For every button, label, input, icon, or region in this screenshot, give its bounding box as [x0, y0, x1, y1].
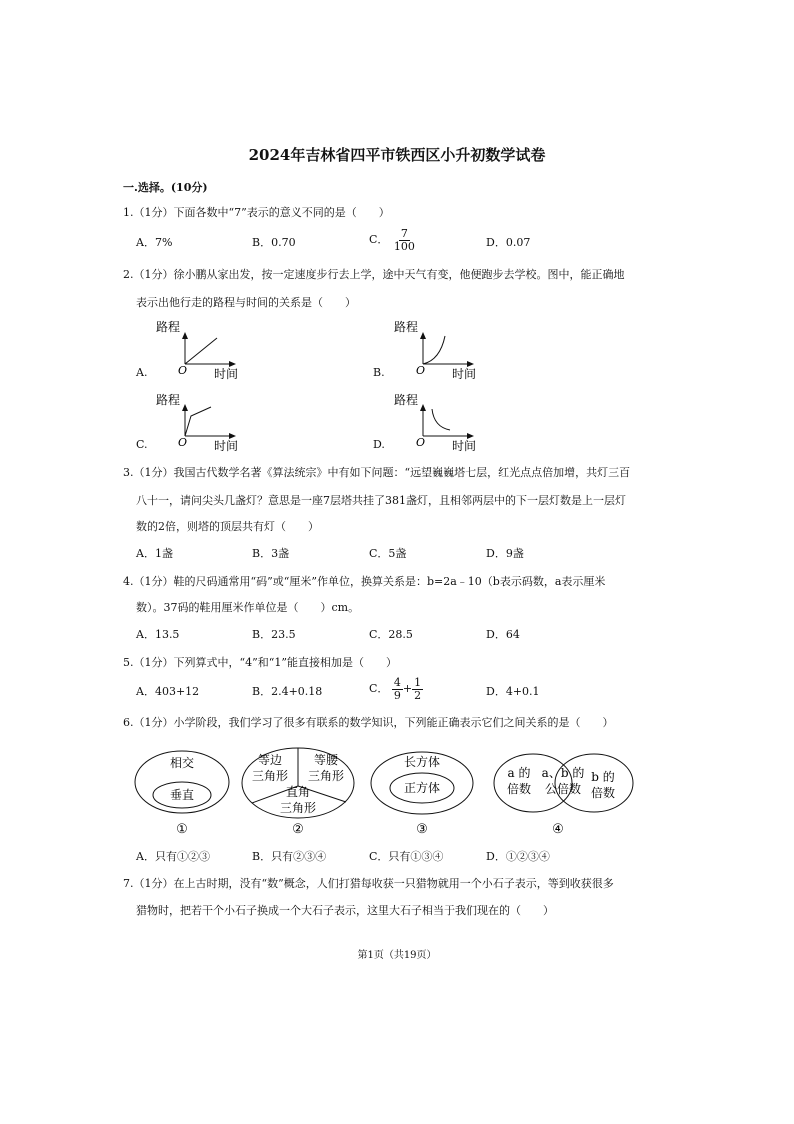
q2-c-ylabel: 路程	[156, 393, 181, 407]
q2-d-ylabel: 路程	[394, 393, 419, 407]
q6-stem: 6.（1分）小学阶段，我们学习了很多有联系的数学知识，下列能正确表示它们之间关系的是（ ）	[123, 716, 614, 729]
q2-b-yarrow	[420, 332, 426, 339]
q3-option-b: B．3盏	[252, 547, 290, 560]
q2-d-curve	[432, 409, 450, 430]
q6-number-3: ③	[416, 822, 428, 837]
q2-line1: 2.（1分）徐小鹏从家出发，按一定速度步行去上学，途中天气有变，他便跑步去学校。图中，能正确地	[123, 268, 625, 281]
q6-d2-b1: 等腰	[313, 753, 339, 767]
q6-option-a: A．只有①②③	[136, 850, 210, 863]
q3-option-a: A．1盏	[136, 547, 173, 560]
q5-fraction-2	[412, 677, 423, 701]
q1-fraction-den: 100	[393, 239, 415, 253]
q7-line1: 7.（1分）在上古时期，没有“数”概念，人们打猎每收获一只猎物就用一个小石子表示，等到收获很多	[123, 877, 614, 890]
q5-fraction-2-num: 1	[414, 676, 422, 689]
page-footer: 第1页（共19页）	[357, 950, 437, 961]
q2-graph-a	[150, 318, 260, 380]
q2-option-c-label: C.	[136, 438, 148, 451]
q2-d-xlabel: 时间	[452, 439, 477, 452]
q2-d-yarrow	[420, 404, 426, 411]
q6-d2-a2: 三角形	[251, 769, 289, 783]
q1-option-c	[369, 228, 417, 252]
q1-fraction-num: 7	[400, 227, 408, 240]
q6-d4-mid-1: a、b 的	[541, 766, 585, 780]
q5-option-c-label: C．	[369, 682, 389, 696]
section-heading: 一.选择。(10分)	[123, 181, 208, 194]
q6-d2-a1: 等边	[257, 753, 283, 767]
q3-line1: 3.（1分）我国古代数学名著《算法统宗》中有如下问题：“远望巍巍塔七层，红光点点倍加增，共灯三百	[123, 466, 631, 479]
q4-line2: 数）。37码的鞋用厘米作单位是（ ）cm。	[136, 601, 360, 614]
q6-diagram-3	[371, 752, 473, 837]
q2-c-origin: O	[178, 436, 188, 449]
q6-d4-left-1: a 的	[507, 766, 531, 780]
q5-fraction-1	[392, 677, 403, 701]
q6-option-c: C．只有①③④	[369, 850, 444, 863]
q6-number-2: ②	[292, 822, 304, 837]
q1-option-d: D．0.07	[486, 236, 531, 249]
q5-fraction-1-num: 4	[393, 676, 401, 689]
q5-fraction-2-den: 2	[414, 688, 422, 702]
q5-option-b: B．2.4+0.18	[252, 685, 323, 698]
q2-c-xlabel: 时间	[214, 439, 239, 452]
q4-option-d: D．64	[486, 628, 520, 641]
q2-graph-c	[150, 390, 260, 452]
q3-line3: 数的2倍，则塔的顶层共有灯（ ）	[136, 520, 319, 533]
q6-d4-right-1: b 的	[591, 770, 615, 784]
q3-option-c: C．5盏	[369, 547, 407, 560]
page-title: 2024年吉林省四平市铁西区小升初数学试卷	[248, 146, 546, 164]
q3-line2: 八十一，请问尖头几盏灯？意思是一座7层塔共挂了381盏灯，且相邻两层中的下一层灯数是上一层灯	[136, 494, 626, 507]
q2-graph-d	[388, 390, 498, 452]
q2-a-curve	[185, 338, 217, 364]
q2-d-origin: O	[416, 436, 426, 449]
q2-line2: 表示出他行走的路程与时间的关系是（ ）	[136, 296, 356, 309]
q6-number-1: ①	[176, 822, 188, 837]
q2-b-origin: O	[416, 364, 426, 377]
q2-c-curve	[185, 407, 211, 436]
q6-diagrams	[0, 742, 794, 842]
q6-d2-c2: 三角形	[279, 801, 317, 815]
q5-option-d: D．4+0.1	[486, 685, 540, 698]
q2-a-origin: O	[178, 364, 188, 377]
q6-d4-right-2: 倍数	[590, 786, 616, 800]
q1-option-a: A．7%	[136, 236, 173, 249]
q6-d4-left-2: 倍数	[506, 782, 532, 796]
q2-a-yarrow	[182, 332, 188, 339]
q2-a-xlabel: 时间	[214, 367, 239, 380]
q6-d1-inner-label: 垂直	[169, 788, 195, 802]
q4-option-a: A．13.5	[136, 628, 180, 641]
q4-option-b: B．23.5	[252, 628, 296, 641]
q5-option-a: A．403+12	[136, 685, 200, 698]
q4-option-c: C．28.5	[369, 628, 413, 641]
q6-number-4: ④	[552, 822, 564, 837]
q6-option-b: B．只有②③④	[252, 850, 327, 863]
q1-option-c-label: C．	[369, 233, 389, 247]
q6-d4-mid-2: 公倍数	[544, 782, 582, 796]
q5-option-c	[369, 677, 423, 701]
q2-b-curve	[423, 336, 445, 364]
q2-b-ylabel: 路程	[394, 320, 419, 334]
q3-option-d: D．9盏	[486, 547, 524, 560]
q6-option-d: D．①②③④	[486, 850, 550, 863]
q2-b-xlabel: 时间	[452, 367, 477, 380]
q6-diagram-1	[135, 751, 229, 837]
q6-diagram-4	[494, 754, 633, 837]
q2-a-ylabel: 路程	[156, 320, 181, 334]
q5-plus: +	[402, 682, 413, 696]
q2-option-a-label: A.	[136, 366, 148, 379]
q6-d2-b2: 三角形	[307, 769, 345, 783]
q6-d3-outer-label: 长方体	[403, 755, 441, 769]
q6-diagram-2	[242, 748, 354, 837]
q6-d2-c1: 直角	[285, 785, 311, 799]
q4-line1: 4.（1分）鞋的尺码通常用“码”或“厘米”作单位，换算关系是：b=2a﹣10（b表示码数，a表示厘米	[123, 575, 606, 588]
q5-fraction-1-den: 9	[393, 688, 401, 702]
q6-d3-inner-label: 正方体	[403, 781, 441, 795]
q6-d1-outer-label: 相交	[169, 756, 195, 770]
q2-c-yarrow	[182, 404, 188, 411]
q1-option-b: B．0.70	[252, 236, 296, 249]
q7-line2: 猎物时，把若干个小石子换成一个大石子表示，这里大石子相当于我们现在的（ ）	[136, 904, 554, 917]
q1-stem: 1.（1分）下面各数中“7”表示的意义不同的是（ ）	[123, 206, 390, 219]
q2-option-d-label: D.	[373, 438, 385, 451]
q1-fraction	[392, 228, 417, 252]
q5-stem: 5.（1分）下列算式中，“4”和“1”能直接相加是（ ）	[123, 656, 397, 669]
q2-option-b-label: B.	[373, 366, 385, 379]
q2-graph-b	[388, 318, 498, 380]
